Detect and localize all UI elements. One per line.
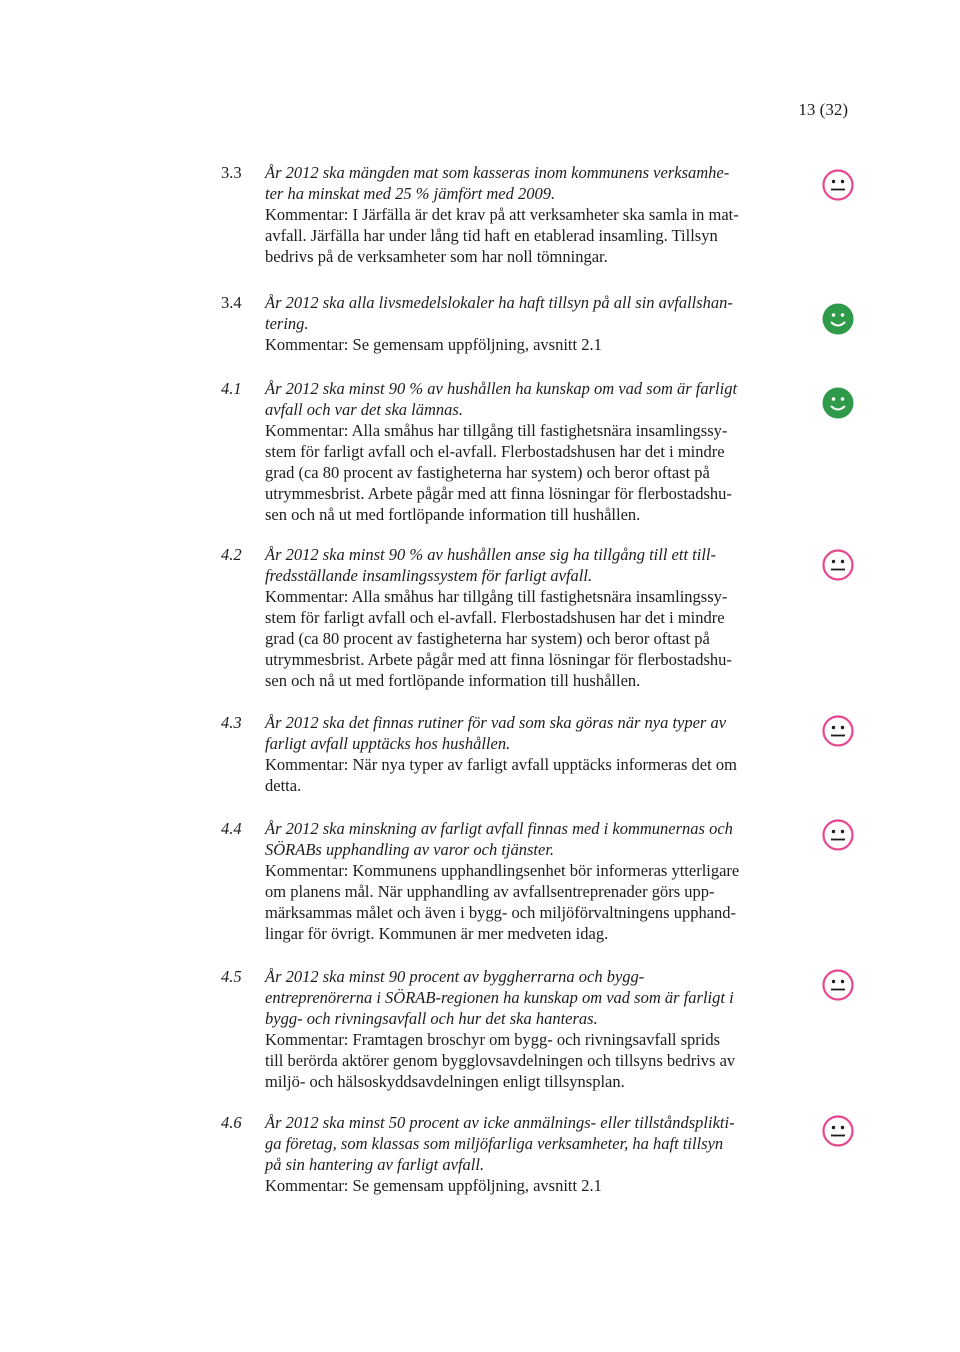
comment-line: Kommentar: När nya typer av farligt avfall upptäcks informeras det om bbox=[265, 755, 737, 774]
comment-line: bedrivs på de verksamheter som har noll tömningar. bbox=[265, 247, 608, 266]
neutral-face-icon bbox=[821, 1114, 855, 1148]
happy-face-icon bbox=[821, 386, 855, 420]
comment-line: grad (ca 80 procent av fastigheterna har system) och beror oftast på bbox=[265, 463, 710, 482]
comment-line: utrymmesbrist. Arbete pågår med att finna lösningar för flerbostadshu- bbox=[265, 484, 732, 503]
comment-line: om planens mål. När upphandling av avfallsentreprenader görs upp- bbox=[265, 882, 715, 901]
goal-line: på sin hantering av farligt avfall. bbox=[265, 1155, 485, 1174]
goal-item-4-3 bbox=[221, 712, 811, 796]
goal-item-3-4 bbox=[221, 292, 811, 355]
goal-line: År 2012 ska det finnas rutiner för vad som ska göras när nya typer av bbox=[265, 713, 727, 732]
comment-line: Kommentar: Alla småhus har tillgång till fastighetsnära insamlingssy- bbox=[265, 587, 728, 606]
comment-line: utrymmesbrist. Arbete pågår med att finna lösningar för flerbostadshu- bbox=[265, 650, 732, 669]
item-number: 4.3 bbox=[221, 713, 242, 732]
goal-line: År 2012 ska minskning av farligt avfall finnas med i kommunernas och bbox=[265, 819, 733, 838]
goal-item-4-4 bbox=[221, 818, 811, 944]
goal-line: entreprenörerna i SÖRAB-regionen ha kunskap om vad som är farligt i bbox=[265, 988, 734, 1007]
goal-line: År 2012 ska minst 90 procent av byggherrarna och bygg- bbox=[265, 967, 645, 986]
neutral-face-icon bbox=[821, 548, 855, 582]
item-number: 4.6 bbox=[221, 1113, 242, 1132]
comment-line: Kommentar: Se gemensam uppföljning, avsnitt 2.1 bbox=[265, 1176, 602, 1195]
goal-item-4-6 bbox=[221, 1112, 811, 1196]
goal-item-4-2 bbox=[221, 544, 811, 691]
comment-line: till berörda aktörer genom bygglovsavdelningen och tillsyns bedrivs av bbox=[265, 1051, 736, 1070]
goal-line: bygg- och rivningsavfall och hur det ska hanteras. bbox=[265, 1009, 598, 1028]
goal-line: År 2012 ska alla livsmedelslokaler ha haft tillsyn på all sin avfallshan- bbox=[265, 293, 733, 312]
goal-line: tering. bbox=[265, 314, 309, 333]
neutral-face-icon bbox=[821, 818, 855, 852]
goal-item-4-5 bbox=[221, 966, 811, 1092]
neutral-face-icon bbox=[821, 968, 855, 1002]
comment-line: grad (ca 80 procent av fastigheterna har system) och beror oftast på bbox=[265, 629, 710, 648]
goal-line: År 2012 ska mängden mat som kasseras inom kommunens verksamhe- bbox=[265, 163, 730, 182]
goal-line: farligt avfall upptäcks hos hushållen. bbox=[265, 734, 511, 753]
comment-line: märksammas målet och även i bygg- och miljöförvaltningens upphand- bbox=[265, 903, 737, 922]
comment-line: sen och nå ut med fortlöpande information till hushållen. bbox=[265, 505, 641, 524]
goal-line: ga företag, som klassas som miljöfarliga verksamheter, ha haft tillsyn bbox=[265, 1134, 724, 1153]
item-number: 4.5 bbox=[221, 967, 242, 986]
neutral-face-icon bbox=[821, 168, 855, 202]
goal-item-4-1 bbox=[221, 378, 811, 525]
neutral-face-icon bbox=[821, 714, 855, 748]
item-number: 4.2 bbox=[221, 545, 242, 564]
goal-line: År 2012 ska minst 50 procent av icke anmälnings- eller tillståndsplikti- bbox=[265, 1113, 735, 1132]
page-number: 13 (32) bbox=[798, 100, 848, 119]
goal-line: År 2012 ska minst 90 % av hushållen ha kunskap om vad som är farligt bbox=[265, 379, 738, 398]
comment-line: Kommentar: Alla småhus har tillgång till fastighetsnära insamlingssy- bbox=[265, 421, 728, 440]
item-number: 3.3 bbox=[221, 163, 242, 182]
comment-line: miljö- och hälsoskyddsavdelningen enligt tillsynsplan. bbox=[265, 1072, 625, 1091]
goal-line: avfall och var det ska lämnas. bbox=[265, 400, 463, 419]
comment-line: stem för farligt avfall och el-avfall. Flerbostadshusen har det i mindre bbox=[265, 442, 725, 461]
item-number: 3.4 bbox=[221, 293, 242, 312]
item-number: 4.4 bbox=[221, 819, 242, 838]
happy-face-icon bbox=[821, 302, 855, 336]
comment-line: Kommentar: Framtagen broschyr om bygg- och rivningsavfall sprids bbox=[265, 1030, 721, 1049]
comment-line: Kommentar: I Järfälla är det krav på att verksamheter ska samla in mat- bbox=[265, 205, 739, 224]
comment-line: lingar för övrigt. Kommunen är mer medveten idag. bbox=[265, 924, 609, 943]
goal-line: fredsställande insamlingssystem för farligt avfall. bbox=[265, 566, 593, 585]
comment-line: Kommentar: Kommunens upphandlingsenhet bör informeras ytterligare bbox=[265, 861, 740, 880]
goal-item-3-3 bbox=[221, 162, 811, 267]
goal-line: År 2012 ska minst 90 % av hushållen anse sig ha tillgång till ett till- bbox=[265, 545, 716, 564]
comment-line: sen och nå ut med fortlöpande information till hushållen. bbox=[265, 671, 641, 690]
comment-line: avfall. Järfälla har under lång tid haft en etablerad insamling. Tillsyn bbox=[265, 226, 718, 245]
comment-line: Kommentar: Se gemensam uppföljning, avsnitt 2.1 bbox=[265, 335, 602, 354]
goal-line: ter ha minskat med 25 % jämfört med 2009. bbox=[265, 184, 556, 203]
goal-line: SÖRABs upphandling av varor och tjänster. bbox=[265, 840, 555, 859]
item-number: 4.1 bbox=[221, 379, 242, 398]
comment-line: detta. bbox=[265, 776, 302, 795]
comment-line: stem för farligt avfall och el-avfall. Flerbostadshusen har det i mindre bbox=[265, 608, 725, 627]
